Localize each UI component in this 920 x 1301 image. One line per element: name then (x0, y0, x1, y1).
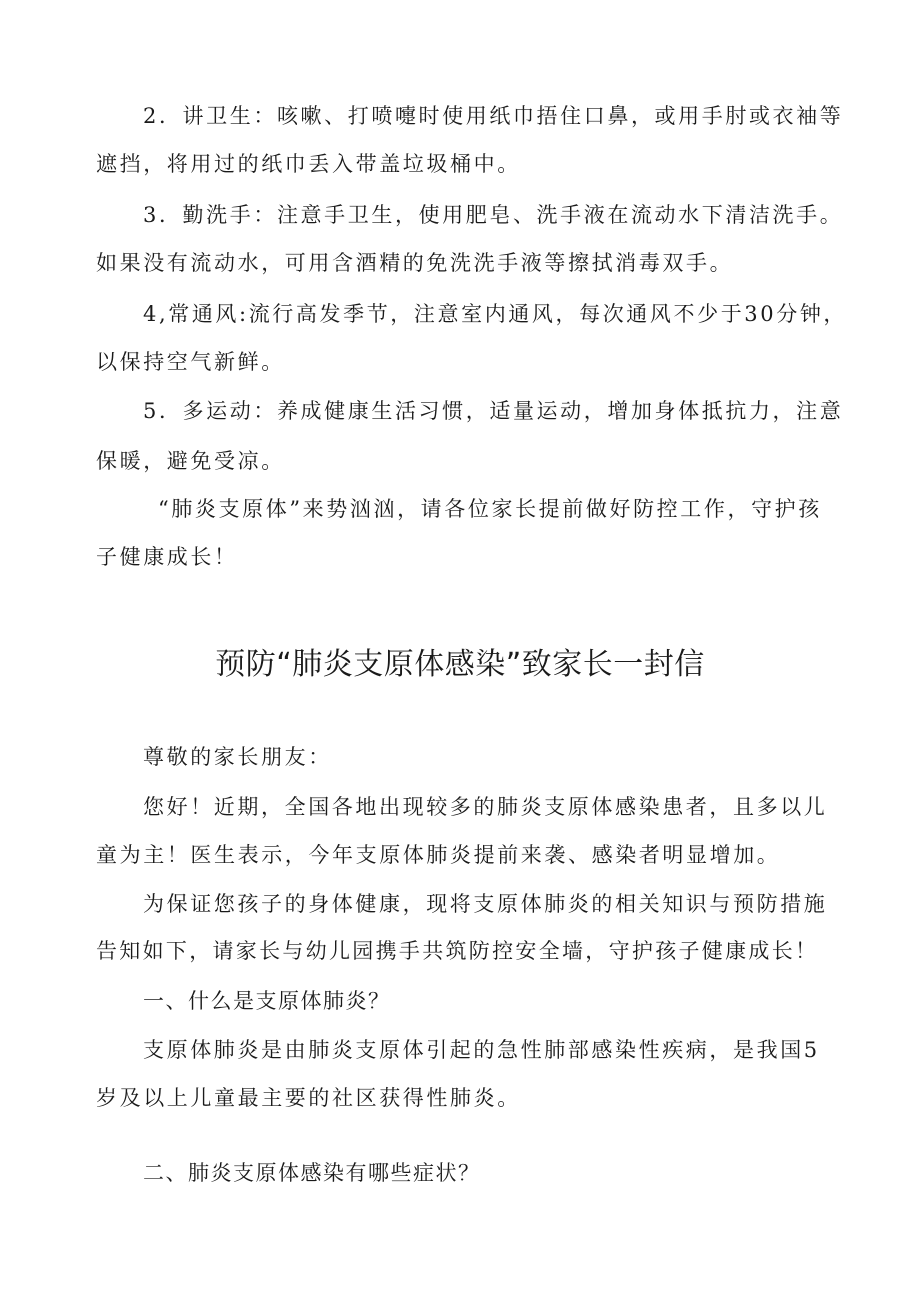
section-1-line-1: 支原体肺炎是由肺炎支原体引起的急性肺部感染性疾病，是我国5 (143, 1038, 820, 1062)
tip-5-line-2: 保暖，避免受凉。 (96, 449, 285, 473)
section-1-heading: 一、什么是支原体肺炎？ (143, 989, 391, 1013)
section-1-line-2: 岁及以上儿童最主要的社区获得性肺炎。 (96, 1086, 521, 1110)
letter-title: 预防“肺炎支原体感染”致家长一封信 (215, 647, 705, 682)
tip-3-line-2: 如果没有流动水，可用含酒精的免洗洗手液等擦拭消毒双手。 (96, 251, 734, 275)
closing-line-2: 子健康成长！ (96, 545, 238, 569)
tip-4-line-1: 4,常通风:流行高发季节，注意室内通风，每次通风不少于30分钟， (143, 302, 848, 326)
para-2-line-1: 为保证您孩子的身体健康，现将支原体肺炎的相关知识与预防措施 (143, 892, 828, 916)
tip-2-line-2: 遮挡，将用过的纸巾丢入带盖垃圾桶中。 (96, 152, 521, 176)
section-2-heading: 二、肺炎支原体感染有哪些症状？ (143, 1161, 481, 1185)
tip-5-line-1: 5．多运动：养成健康生活习惯，适量运动，增加身体抵抗力，注意 (143, 399, 844, 423)
para-2-line-2: 告知如下，请家长与幼儿园携手共筑防控安全墙，守护孩子健康成长！ (96, 939, 819, 963)
tip-2-line-1: 2．讲卫生：咳嗽、打喷嚏时使用纸巾捂住口鼻，或用手肘或衣袖等 (143, 104, 844, 128)
tip-4-line-2: 以保持空气新鲜。 (96, 350, 285, 374)
para-1-line-2: 童为主！医生表示，今年支原体肺炎提前来袭、感染者明显增加。 (96, 843, 781, 867)
closing-line-1: “肺炎支原体”来势汹汹，请各位家长提前做好防控工作，守护孩 (158, 497, 822, 521)
para-1-line-1: 您好！近期，全国各地出现较多的肺炎支原体感染患者，且多以儿 (143, 795, 828, 819)
tip-3-line-1: 3．勤洗手：注意手卫生，使用肥皂、洗手液在流动水下清洁洗手。 (143, 203, 844, 227)
salutation: 尊敬的家长朋友： (143, 745, 332, 769)
